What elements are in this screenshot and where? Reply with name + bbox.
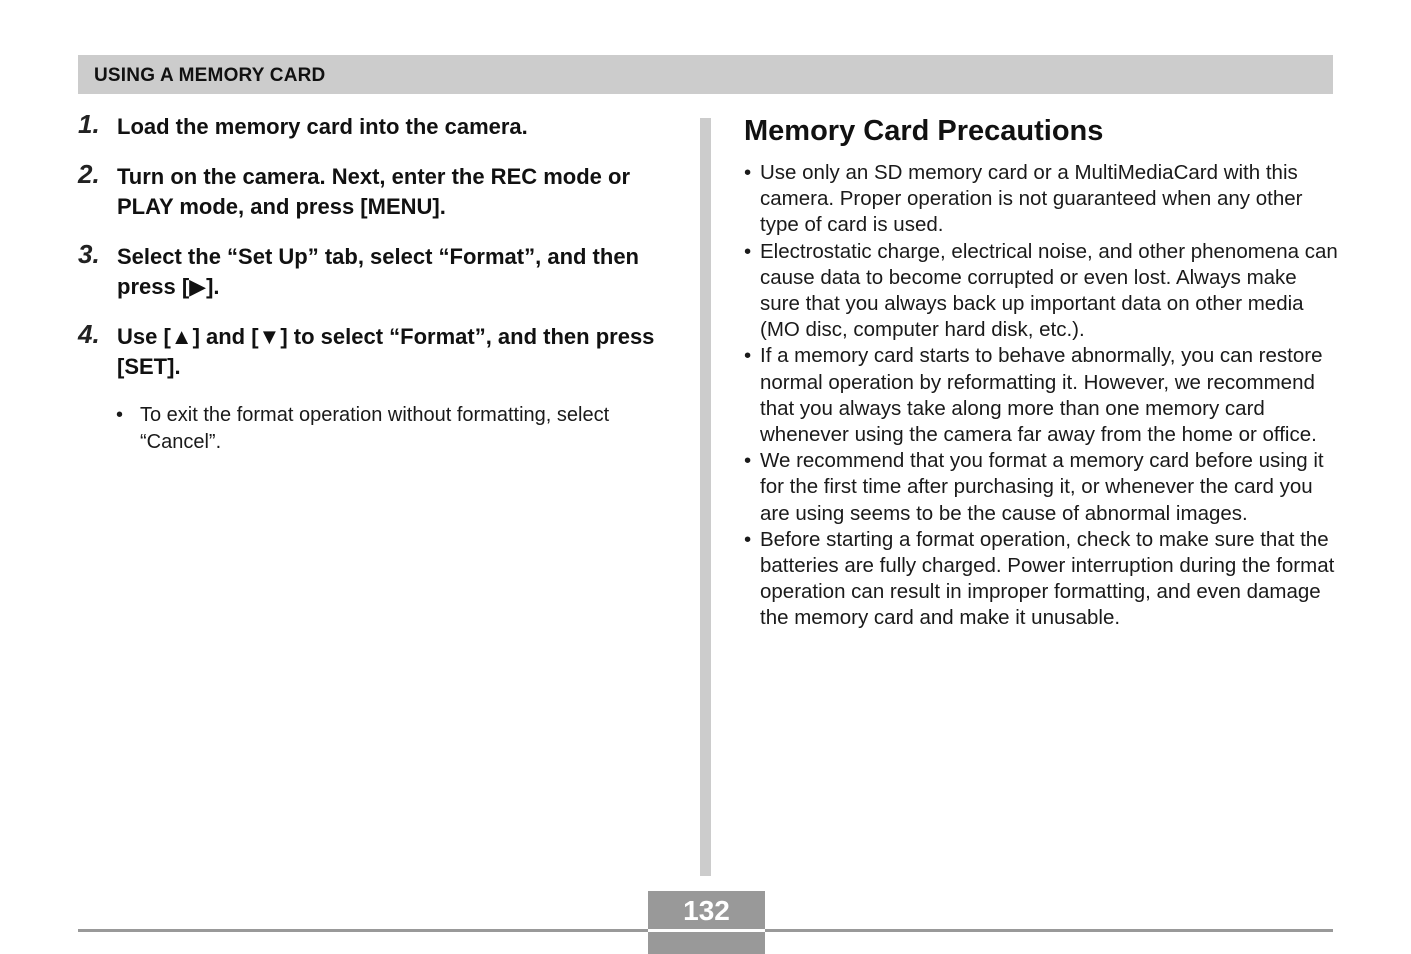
step-4 xyxy=(78,319,678,382)
list-item-text: If a memory card starts to behave abnormally, you can restore normal operation by reformatting it. However, we recommend that you always take along more than one memory card whenever using the camera far away from the home or office. xyxy=(760,344,1323,447)
step-number: 4. xyxy=(78,319,100,349)
list-item-text: Before starting a format operation, check to make sure that the batteries are fully charged. Power interruption during the format operation can result in improper formatting, and even damage the memory card and make it unusable. xyxy=(760,527,1335,630)
bullet: • xyxy=(744,161,752,184)
list-item-text: We recommend that you format a memory card before using it for the first time after purchasing it, or whenever the card you are using seems to be the cause of abnormal images. xyxy=(760,449,1324,525)
list-item xyxy=(744,343,1339,448)
bullet: • xyxy=(744,239,752,263)
step-text: Select the “Set Up” tab, select “Format”, and then press [▶]. xyxy=(117,244,639,299)
precautions-title: Memory Card Precautions xyxy=(744,115,1104,147)
bullet: • xyxy=(744,527,752,551)
step-text: Use [▲] and [▼] to select “Format”, and then press [SET]. xyxy=(117,324,655,379)
step-3 xyxy=(78,239,678,302)
step-text: Load the memory card into the camera. xyxy=(117,114,528,139)
step-text: Turn on the camera. Next, enter the REC mode or PLAY mode, and press [MENU]. xyxy=(117,164,631,219)
step-1 xyxy=(78,109,678,142)
list-item xyxy=(744,527,1339,632)
list-item xyxy=(744,448,1339,527)
step-4-note xyxy=(78,402,678,456)
precautions-column xyxy=(744,112,1339,632)
list-item xyxy=(744,239,1339,344)
step-number: 1. xyxy=(78,109,100,139)
page-number-box xyxy=(648,891,765,954)
note-text: To exit the format operation without formatting, select “Cancel”. xyxy=(140,404,610,453)
step-number: 2. xyxy=(78,159,100,189)
list-item-text: Electrostatic charge, electrical noise, and other phenomena can cause data to become corrupted or even lost. Always make sure that you always back up important data on other media (MO disc, computer hard disk, etc.). xyxy=(760,239,1338,342)
column-divider xyxy=(700,118,711,876)
step-2 xyxy=(78,159,678,222)
page-number: 132 xyxy=(683,895,730,926)
list-item xyxy=(744,160,1339,239)
precautions-list xyxy=(744,160,1339,632)
bullet: • xyxy=(116,404,124,426)
step-number: 3. xyxy=(78,239,100,269)
bullet: • xyxy=(744,344,752,368)
section-header-title: USING A MEMORY CARD xyxy=(94,65,326,86)
list-item-text: Use only an SD memory card or a MultiMediaCard with this camera. Proper operation is not guaranteed when any other type of card is used. xyxy=(760,161,1303,237)
bullet: • xyxy=(744,449,752,473)
section-header-bar xyxy=(78,55,1333,94)
page-box-separator xyxy=(648,929,765,932)
instructions-column xyxy=(78,109,678,456)
